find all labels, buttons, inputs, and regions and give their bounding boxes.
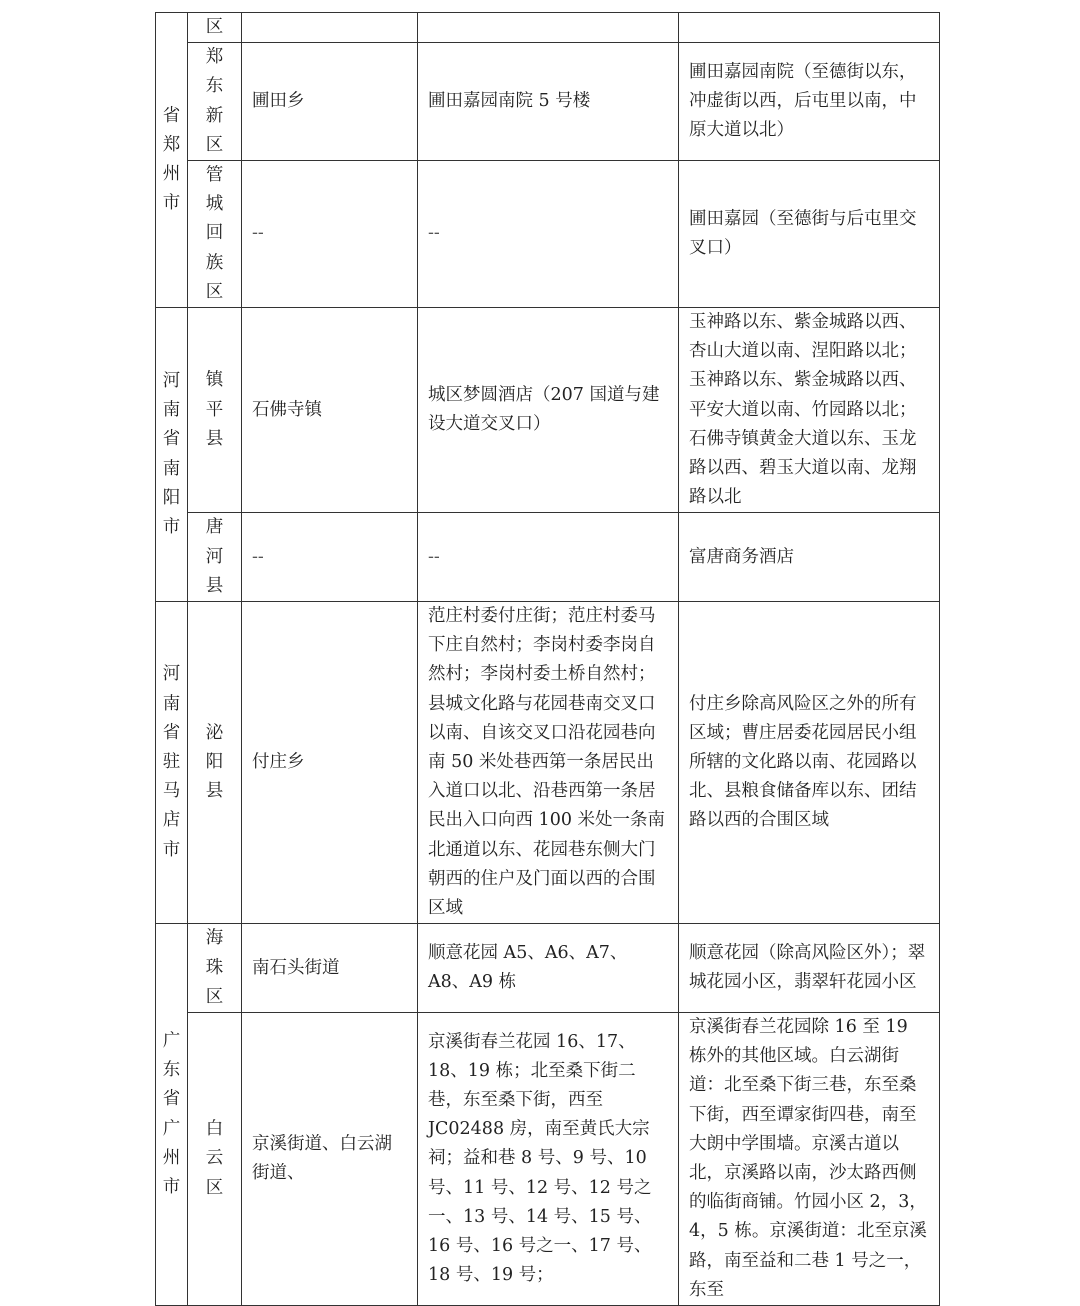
high-risk-cell: 城区梦圆酒店（207 国道与建设大道交叉口） [418, 308, 679, 513]
mid-risk-cell: 京溪街春兰花园除 16 至 19 栋外的其他区域。白云湖街道：北至桑下街三巷，东至桑下街，西至谭家街四巷，南至大朗中学围墙。京溪古道以北，京溪路以南，沙太路西侧的临街商铺。竹园小区 2，3，4，5 栋。京溪街道：北至京溪路，南至益和二巷 1 号之一，东至 [679, 1012, 940, 1305]
district-cell: 区 [188, 13, 242, 43]
table-row [156, 924, 940, 1013]
district-cell: 管 城 回 族 区 [188, 161, 242, 308]
mid-risk-cell [679, 13, 940, 43]
district-cell: 镇 平 县 [188, 308, 242, 513]
table-row [156, 161, 940, 308]
town-cell [242, 13, 418, 43]
high-risk-cell: 范庄村委付庄街；范庄村委马下庄自然村；李岗村委李岗自然村；李岗村委土桥自然村；县城文化路与花园巷南交叉口以南、自该交叉口沿花园巷向南 50 米处巷西第一条居民出入道口以北、沿巷西第一条居民出入口向西 100 米处一条南北通道以东、花园巷东侧大门朝西的住户及门面以西的合围区域 [418, 602, 679, 924]
table-row [156, 308, 940, 513]
province-city-cell: 河 南 省 南 阳 市 [156, 308, 188, 602]
district-cell: 海 珠 区 [188, 924, 242, 1013]
province-city-cell: 广 东 省 广 州 市 [156, 924, 188, 1306]
town-cell: -- [242, 513, 418, 602]
risk-area-table [155, 12, 940, 1306]
town-cell: -- [242, 161, 418, 308]
province-city-cell: 省 郑 州 市 [156, 13, 188, 308]
mid-risk-cell: 顺意花园（除高风险区外）；翠城花园小区，翡翠轩花园小区 [679, 924, 940, 1013]
town-cell: 圃田乡 [242, 43, 418, 161]
mid-risk-cell: 圃田嘉园南院（至德街以东，冲虚街以西，后屯里以南，中原大道以北） [679, 43, 940, 161]
mid-risk-cell: 付庄乡除高风险区之外的所有区域；曹庄居委花园居民小组所辖的文化路以南、花园路以北、县粮食储备库以东、团结路以西的合围区域 [679, 602, 940, 924]
table-row [156, 1012, 940, 1305]
high-risk-cell: 顺意花园 A5、A6、A7、A8、A9 栋 [418, 924, 679, 1013]
district-cell: 白 云 区 [188, 1012, 242, 1305]
town-cell: 南石头街道 [242, 924, 418, 1013]
town-cell: 石佛寺镇 [242, 308, 418, 513]
table-row [156, 43, 940, 161]
mid-risk-cell: 玉神路以东、紫金城路以西、杏山大道以南、涅阳路以北；玉神路以东、紫金城路以西、平安大道以南、竹园路以北；石佛寺镇黄金大道以东、玉龙路以西、碧玉大道以南、龙翔路以北 [679, 308, 940, 513]
mid-risk-cell: 圃田嘉园（至德街与后屯里交叉口） [679, 161, 940, 308]
province-city-cell: 河 南 省 驻 马 店 市 [156, 602, 188, 924]
high-risk-cell: 圃田嘉园南院 5 号楼 [418, 43, 679, 161]
table-row [156, 602, 940, 924]
high-risk-cell [418, 13, 679, 43]
high-risk-cell: -- [418, 513, 679, 602]
district-cell: 郑 东 新 区 [188, 43, 242, 161]
high-risk-cell: -- [418, 161, 679, 308]
high-risk-cell: 京溪街春兰花园 16、17、18、19 栋；北至桑下街二巷，东至桑下街，西至 JC02488 房，南至黄氏大宗祠；益和巷 8 号、9 号、10 号、11 号、12 号、12 号之一、13 号、14 号、15 号、16 号、16 号之一、17 号、18 号、19 号； [418, 1012, 679, 1305]
table-row [156, 513, 940, 602]
district-cell: 唐 河 县 [188, 513, 242, 602]
town-cell: 付庄乡 [242, 602, 418, 924]
mid-risk-cell: 富唐商务酒店 [679, 513, 940, 602]
town-cell: 京溪街道、白云湖街道、 [242, 1012, 418, 1305]
district-cell: 泌 阳 县 [188, 602, 242, 924]
table-row [156, 13, 940, 43]
